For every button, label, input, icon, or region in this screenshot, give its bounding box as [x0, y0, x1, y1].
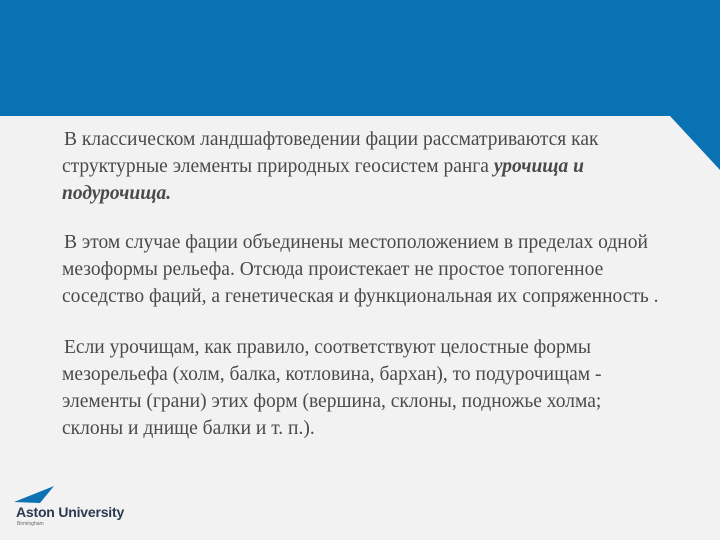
slide-content	[62, 126, 662, 464]
paragraph-3: Если урочищам, как правило, соответствуют целостные формы мезорельефа (холм, балка, котловина, бархан), то подурочищам - элементы (грани) этих форм (вершина, склоны, подножье холма; склоны и днище балки и т. п.).	[62, 337, 602, 439]
paragraph-1	[62, 126, 662, 207]
logo-name: Aston University	[16, 504, 125, 520]
paragraph-1-text: В классическом ландшафтоведении фации рассматриваются как структурные элементы природных геосистем ранга	[62, 129, 599, 177]
logo-subtitle: Birmingham	[17, 521, 44, 527]
paragraph-2: В этом случае фации объединены местоположением в пределах одной мезоформы рельефа. Отсюда проистекает не простое топогенное соседство фаций, а генетическая и функциональная их сопряженность .	[62, 232, 659, 307]
paragraph-1-emphasis: урочища и подурочища.	[62, 156, 585, 204]
